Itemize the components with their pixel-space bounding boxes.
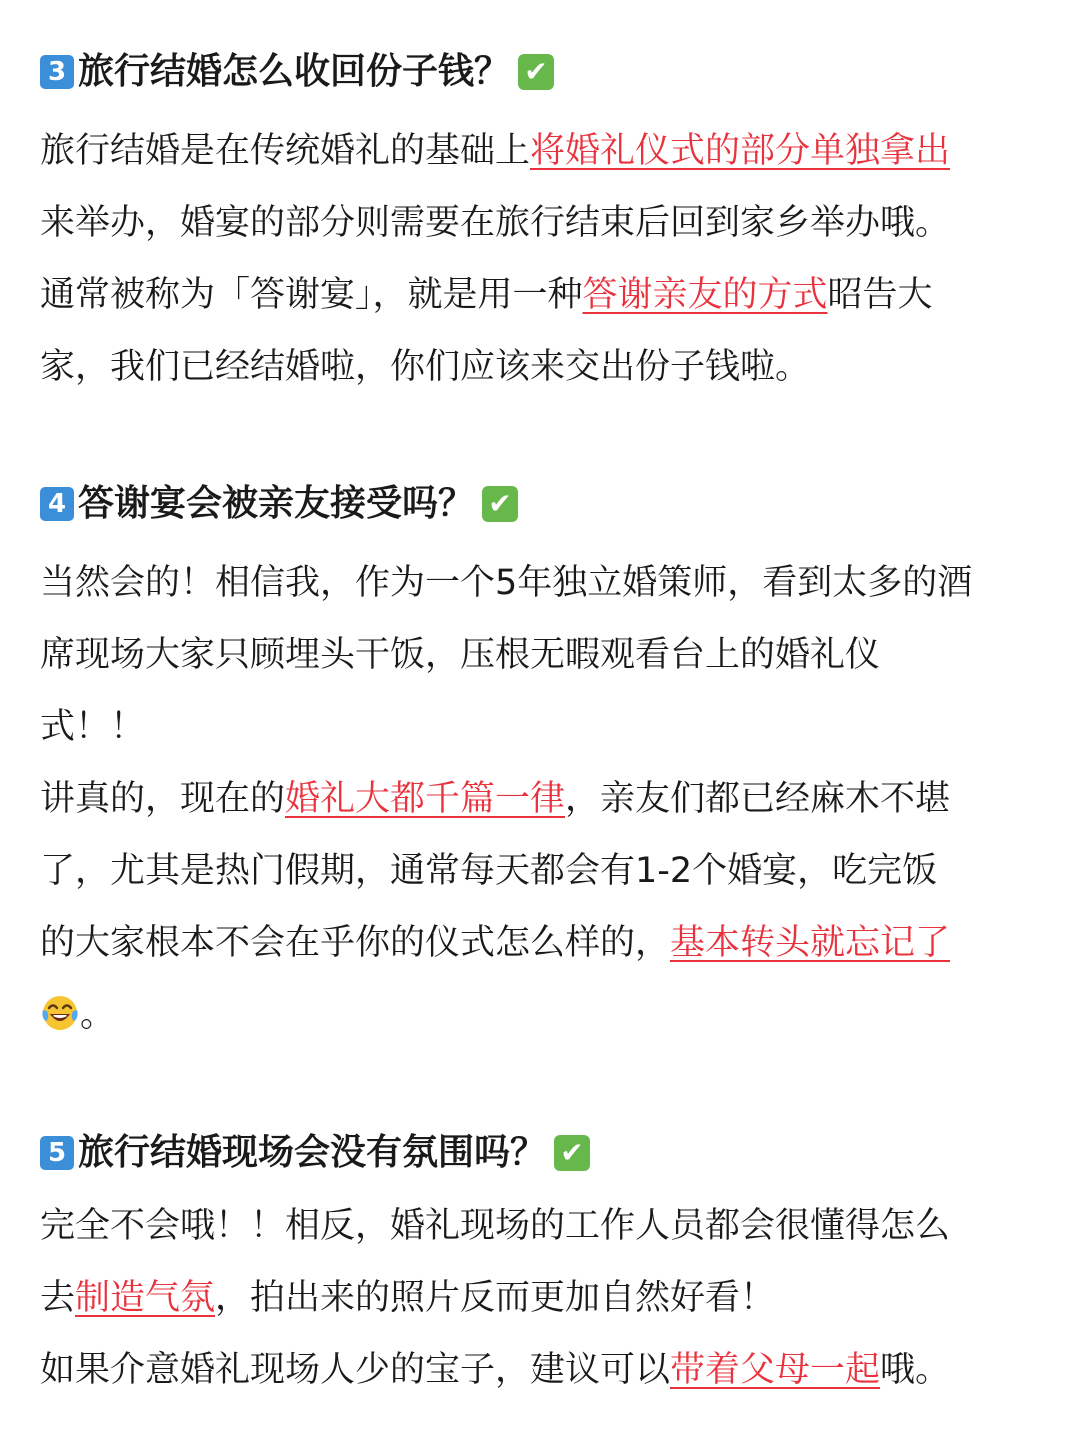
text-segment: 去 (40, 1278, 76, 1318)
section-3-heading (40, 43, 1050, 101)
section-3-title: 旅行结婚怎么收回份子钱？ (78, 51, 511, 92)
number-3-icon: 3 (40, 55, 74, 89)
text-segment: 旅行结婚是在传统婚礼的基础上 (40, 131, 531, 171)
text-segment: 哦。 (880, 1350, 951, 1390)
section-4-heading (40, 475, 1050, 533)
number-5-icon: 5 (40, 1136, 74, 1170)
paragraph-line (40, 259, 1050, 331)
paragraph-line (40, 763, 1050, 835)
text-segment: 的大家根本不会在乎你的仪式怎么样的， (40, 923, 671, 963)
highlighted-text: 制造气氛 (75, 1278, 216, 1318)
text-segment: 。 (80, 995, 116, 1035)
text-segment: 通常被称为「答谢宴」，就是用一种 (40, 275, 583, 315)
text-segment: 来举办，婚宴的部分则需要在旅行结束后回到家乡举办哦。 (40, 203, 951, 243)
check-mark-icon: ✔ (518, 54, 554, 90)
text-segment: 当然会的！相信我，作为一个5年独立婚策师，看到太多的酒 (40, 563, 973, 603)
section-5-heading (40, 1124, 1050, 1182)
paragraph-line (40, 1262, 1050, 1334)
section-5-title: 旅行结婚现场会没有氛围吗？ (78, 1132, 547, 1173)
highlighted-text: 答谢亲友的方式 (582, 275, 828, 315)
paragraph-line (40, 907, 1050, 979)
paragraph-line (40, 187, 1050, 259)
section-3 (40, 43, 1050, 403)
text-segment: 完全不会哦！！相反，婚礼现场的工作人员都会很懂得怎么 (40, 1206, 951, 1246)
paragraph-line (40, 1334, 1050, 1406)
paragraph-line (40, 835, 1050, 907)
paragraph-line (40, 979, 1050, 1051)
paragraph-line (40, 691, 1050, 763)
laughing-tears-emoji-icon (40, 992, 80, 1032)
text-segment: 讲真的，现在的 (40, 779, 286, 819)
text-segment: 昭告大 (827, 275, 933, 315)
paragraph-line (40, 547, 1050, 619)
check-mark-icon: ✔ (554, 1135, 590, 1171)
highlighted-text: 婚礼大都千篇一律 (285, 779, 566, 819)
highlighted-text: 基本转头就忘记了 (670, 923, 951, 963)
text-segment: 了，尤其是热门假期，通常每天都会有1-2个婚宴，吃完饭 (40, 851, 938, 891)
text-segment: ，亲友们都已经麻木不堪 (565, 779, 951, 819)
text-segment: 式！！ (40, 707, 146, 747)
highlighted-text: 带着父母一起 (670, 1350, 881, 1390)
section-4 (40, 475, 1050, 1051)
section-5 (40, 1124, 1050, 1406)
paragraph-line (40, 115, 1050, 187)
text-segment: ，拍出来的照片反而更加自然好看！ (215, 1278, 776, 1318)
text-segment: 如果介意婚礼现场人少的宝子，建议可以 (40, 1350, 671, 1390)
text-segment: 家，我们已经结婚啦，你们应该来交出份子钱啦。 (40, 347, 811, 387)
number-4-icon: 4 (40, 487, 74, 521)
check-mark-icon: ✔ (482, 486, 518, 522)
paragraph-line (40, 331, 1050, 403)
highlighted-text: 将婚礼仪式的部分单独拿出 (530, 131, 951, 171)
paragraph-line (40, 1190, 1050, 1262)
paragraph-line (40, 619, 1050, 691)
text-segment: 席现场大家只顾埋头干饭，压根无暇观看台上的婚礼仪 (40, 635, 881, 675)
section-4-title: 答谢宴会被亲友接受吗？ (78, 483, 475, 524)
